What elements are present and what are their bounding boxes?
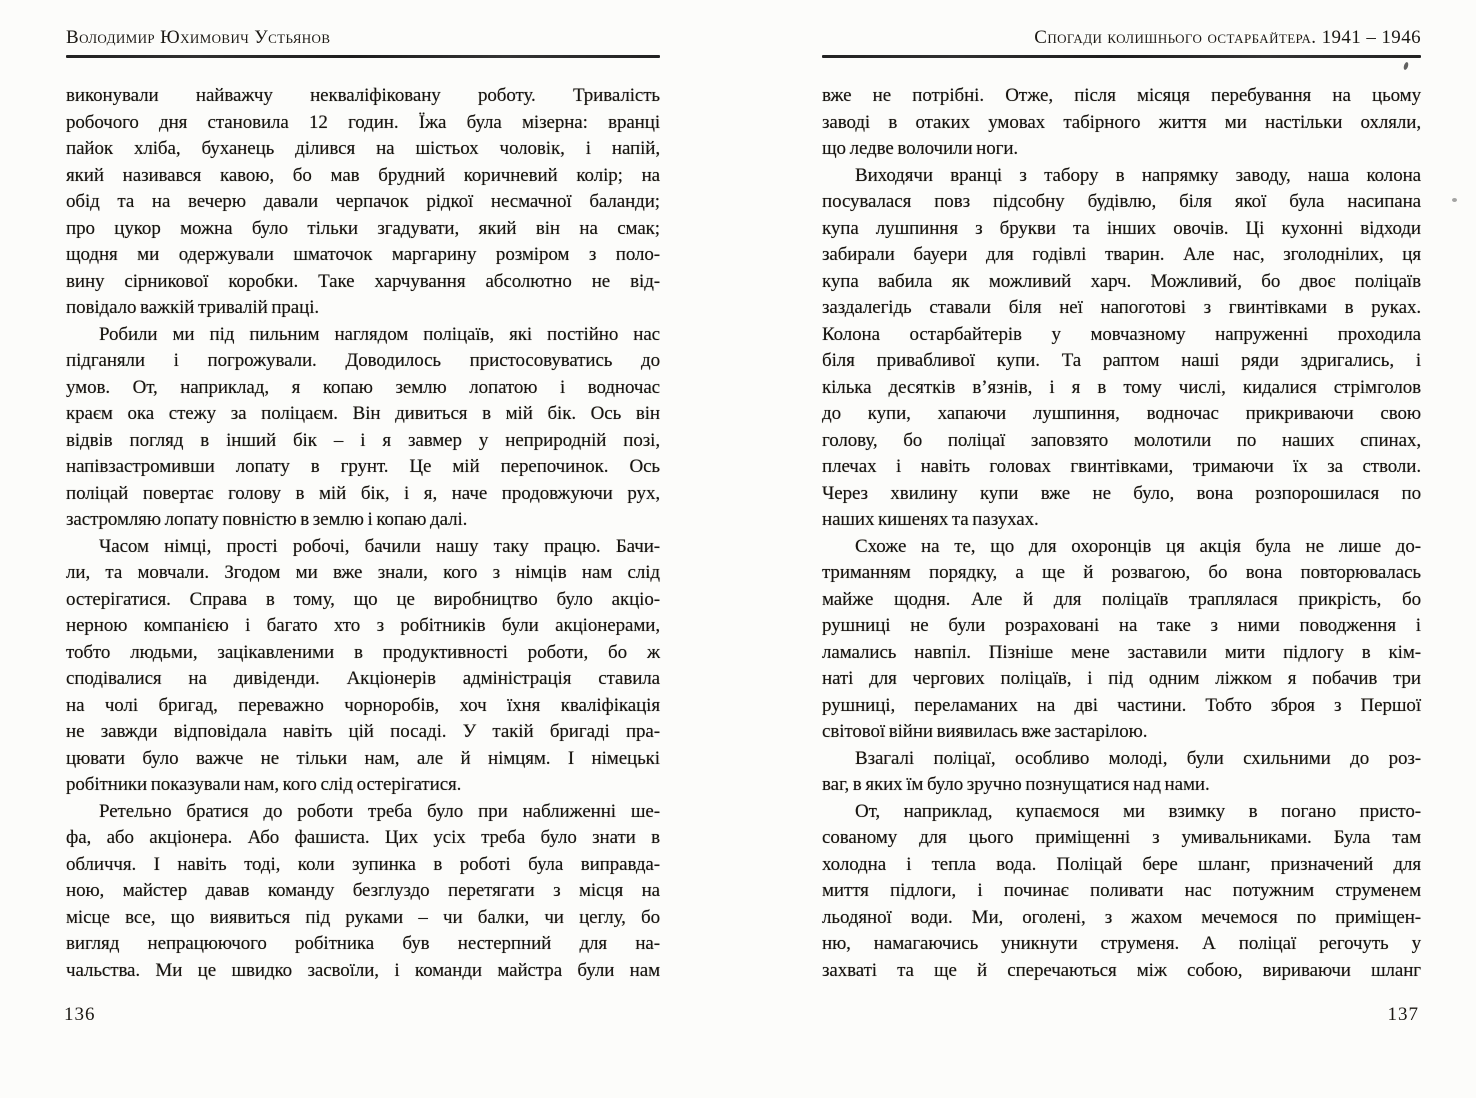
text-line: робочого дня становила 12 годин. Їжа була мізерна: вранці xyxy=(66,111,660,133)
text-line: пайок хліба, буханець ділився на шістьох чоловік, і напій, xyxy=(66,138,660,159)
text-line: біля привабливої купи. Та раптом наші ряди здригались, і xyxy=(822,350,1421,371)
text-line: фа, або акціонера. Або фашиста. Цих усіх треба було знати в xyxy=(66,827,660,848)
text-line: ню, намагаючись уникнути струменя. А поліцаї регочуть у xyxy=(822,933,1421,954)
text-line: заводі в отаких умовах табірного життя ми настільки охляли, xyxy=(822,111,1421,133)
text-line: умов. От, наприклад, я копаю землю лопатою і водночас xyxy=(66,376,660,398)
left-page xyxy=(64,26,660,1025)
text-line: кілька десятків в’язнів, і я в тому числі, кидалися стрімголов xyxy=(822,376,1421,398)
text-line: Схоже на те, що для охоронців ця акція була не лише до- xyxy=(855,535,1421,557)
text-line: обличчя. І навіть тоді, коли зупинка в роботі була виправда- xyxy=(66,853,660,875)
text-line: заздалегідь ставали біля неї напоготові з гвинтівками в руках. xyxy=(822,297,1421,318)
text-line: купа вабила як можливий харч. Можливий, бо двоє поліцаїв xyxy=(822,270,1421,292)
text-line: От, наприклад, купаємося ми взимку в погано присто- xyxy=(855,800,1421,822)
text-line: Робили ми під пильним наглядом поліцаїв, які постійно нас xyxy=(99,323,660,345)
text-line: напівзастромивши лопату в грунт. Це мій перепочинок. Ось xyxy=(66,456,660,477)
text-line: краєм ока стежу за поліцаєм. Він дивиться в мій бік. Ось він xyxy=(66,403,660,424)
text-line: вину сірникової коробки. Таке харчування абсолютно не від- xyxy=(66,270,660,292)
text-line: Взагалі поліцаї, особливо молоді, були схильними до роз- xyxy=(855,747,1421,769)
text-line: посувалася повз підсобну будівлю, біля якої була насипана xyxy=(822,191,1421,212)
text-line: цювати було важче не тільки нам, але й німцям. І німецькі xyxy=(66,747,660,769)
text-line: захваті та ще й сперечаються між собою, вириваючи шланг xyxy=(822,959,1421,981)
text-line: чальства. Ми це швидко засвоїли, і команди майстра були нам xyxy=(66,959,660,981)
text-line: місце все, що виявиться під руками – чи балки, чи цеглу, бо xyxy=(66,906,660,928)
text-line: рушниці, переламаних на дві частини. Тобто зброя з Першої xyxy=(822,694,1421,716)
text-line: ламались навпіл. Пізніше мене заставили мити підлогу в кім- xyxy=(822,641,1421,663)
text-line: не завжди відповідала навіть цій посаді. У такій бригаді пра- xyxy=(66,721,660,742)
page-body-left xyxy=(66,83,660,984)
text-line: тобто людьми, зацікавленими в продуктивності роботи, бо ж xyxy=(66,641,660,663)
text-line: наті для чергових поліцаїв, і під одним ліжком я побачив три xyxy=(822,668,1421,689)
text-line: вигляд непрацюючого робітника був нестерпний для на- xyxy=(66,933,660,954)
page-body-right xyxy=(822,83,1421,984)
text-line: ваг, в яких їм було зручно познущатися над нами. xyxy=(822,774,1210,795)
text-line: холодна і тепла вода. Поліцай бере шланг, призначений для xyxy=(822,853,1421,875)
text-line: триманням порядку, а ще й розвагою, бо вона повторювалась xyxy=(822,562,1421,583)
text-line: щодня ми одержували шматочок маргарину розміром з поло- xyxy=(66,244,660,265)
text-line: що ледве волочили ноги. xyxy=(822,138,1019,159)
text-line: виконували найважчу некваліфіковану роботу. Тривалість xyxy=(66,85,660,106)
text-line: миття підлоги, і починає поливати нас потужним струменем xyxy=(822,880,1421,901)
text-line: голову, бо поліцаї заповзято молотили по наших спинах, xyxy=(822,429,1421,451)
text-line: світової війни виявилась вже застарілою. xyxy=(822,721,1148,742)
text-line: сподівалися на дивіденди. Акціонерів адміністрація ставила xyxy=(66,668,660,689)
right-page xyxy=(822,26,1421,1025)
text-line: обід та на вечерю давали черпачок рідкої несмачної баланди; xyxy=(66,191,660,212)
text-line: Часом німці, прості робочі, бачили нашу таку працю. Бачи- xyxy=(99,535,660,557)
text-line: про цукор можна було тільки згадувати, який він на смак; xyxy=(66,217,660,239)
text-line: поліцай повертає голову в мій бік, і я, наче продовжуючи рух, xyxy=(66,482,660,504)
text-line: наших кишенях та пазухах. xyxy=(822,509,1039,530)
text-line: плечах і навіть головах гвинтівками, тримаючи їх за стволи. xyxy=(822,456,1421,477)
text-line: вже не потрібні. Отже, після місяця перебування на цьому xyxy=(822,85,1421,106)
text-line: Ретельно братися до роботи треба було при наближенні ше- xyxy=(99,800,660,822)
running-header-author: Володимир Юхимович Устьянов xyxy=(66,27,331,48)
text-line: до купи, хапаючи лушпиння, водночас прикриваючи свою xyxy=(822,403,1421,424)
header-rule xyxy=(66,55,660,58)
text-line: ною, майстер давав команду безглуздо перетягати з місця на xyxy=(66,880,660,901)
text-line: майже щодня. Але й для поліцаїв траплялася прикрість, бо xyxy=(822,588,1421,610)
running-header-title: Спогади колишнього остарбайтера. 1941 – 1946 xyxy=(1034,27,1421,48)
page-number-right: 137 xyxy=(1387,1004,1419,1025)
text-line: забирали бауери для годівлі тварин. Але нас, зголоднілих, ця xyxy=(822,244,1421,265)
scan-artifact xyxy=(1452,198,1457,202)
text-line: льодяної води. Ми, оголені, з жахом мечемося по приміщен- xyxy=(822,906,1421,928)
text-line: підганяли і погрожували. Доводилось пристосовуватись до xyxy=(66,350,660,371)
text-line: повідало важкій тривалій праці. xyxy=(66,297,320,318)
page-number-left: 136 xyxy=(64,1004,96,1025)
text-line: купа лушпиння з брукви та інших овочів. Ці кухонні відходи xyxy=(822,217,1421,239)
text-line: сованому для цього приміщенні з умивальниками. Була там xyxy=(822,827,1421,848)
text-line: Через хвилину купи вже не було, вона розпорошилася по xyxy=(822,482,1421,504)
text-line: на чолі бригад, переважно чорноробів, хоч їхня кваліфікація xyxy=(66,694,660,716)
text-line: відвів погляд в інший бік – і я завмер у неприродній позі, xyxy=(66,429,660,451)
text-line: який називався кавою, бо мав брудний коричневий колір; на xyxy=(66,164,660,186)
text-line: нерною компанією і багато хто з робітників були акціонерами, xyxy=(66,615,660,636)
text-line: ли, та мовчали. Згодом ми вже знали, кого з німців нам слід xyxy=(66,562,660,583)
text-line: остерігатися. Справа в тому, що це виробництво було акціо- xyxy=(66,588,660,610)
text-line: Виходячи вранці з табору в напрямку заводу, наша колона xyxy=(855,164,1421,186)
text-line: робітники показували нам, кого слід остерігатися. xyxy=(66,774,462,795)
header-rule xyxy=(822,55,1421,58)
text-line: Колона остарбайтерів у мовчазному напруженні проходила xyxy=(822,323,1421,345)
text-line: застромляю лопату повністю в землю і копаю далі. xyxy=(66,509,468,530)
text-line: рушниці не були розраховані на таке з ними поводження і xyxy=(822,615,1421,636)
